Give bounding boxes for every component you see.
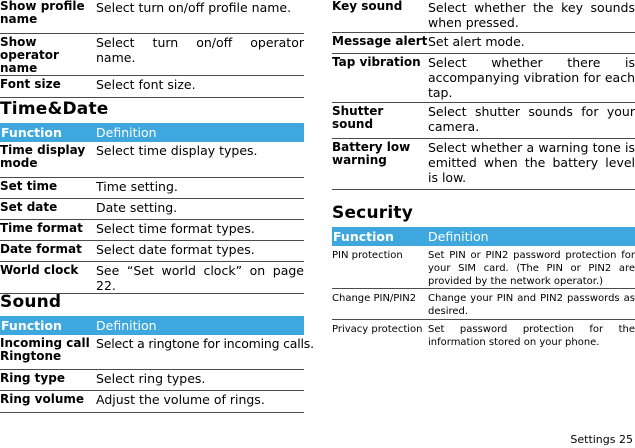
time-date-table xyxy=(0,123,304,294)
term-cell: Set time xyxy=(0,177,96,198)
security-table xyxy=(332,227,635,352)
table-row xyxy=(0,198,304,219)
term-cell: Message alert xyxy=(332,32,428,53)
term-cell: Time display mode xyxy=(0,142,96,177)
term-cell: Font size xyxy=(0,75,96,97)
term-cell: Incoming call Ringtone xyxy=(0,335,96,369)
table-row xyxy=(0,75,304,97)
section-heading-security: Security xyxy=(332,203,413,223)
definition-cell: Select shutter sounds for your camera. xyxy=(428,102,635,138)
term-cell: Shutter sound xyxy=(332,102,428,138)
page-number: 25 xyxy=(619,433,633,446)
section-heading-sound: Sound xyxy=(0,292,62,312)
table-row xyxy=(332,53,635,102)
column-header-function: Function xyxy=(0,123,96,142)
term-cell: Tap vibration xyxy=(332,53,428,102)
term-cell: Key sound xyxy=(332,0,428,32)
term-cell: Time format xyxy=(0,219,96,240)
definition-cell: Set alert mode. xyxy=(428,32,635,53)
definition-cell: Date setting. xyxy=(96,198,304,219)
section-heading-time-date: Time&Date xyxy=(0,99,109,119)
table-row xyxy=(0,390,304,412)
table-row xyxy=(0,219,304,240)
term-cell: Change PIN/PIN2 xyxy=(332,289,428,320)
definition-cell: Adjust the volume of rings. xyxy=(96,390,304,412)
table-row xyxy=(0,0,304,33)
table-header xyxy=(332,227,635,246)
table-row xyxy=(0,261,304,293)
table-row xyxy=(332,0,635,32)
definition-cell: Select whether a warning tone is emitted when the battery level is low. xyxy=(428,138,635,189)
column-header-function: Function xyxy=(332,227,428,246)
term-cell: Privacy protection xyxy=(332,324,423,335)
table-row xyxy=(0,177,304,198)
term-cell: Show profile name xyxy=(0,0,96,33)
table-row xyxy=(332,289,635,320)
term-cell: Ring type xyxy=(0,369,96,390)
definition-cell: Select whether the key sounds when pressed. xyxy=(428,0,635,30)
definition-cell: Select turn on/off profile name. xyxy=(96,0,304,33)
term-cell: Ring volume xyxy=(0,390,96,412)
definition-cell: See “Set world clock” on page 22. xyxy=(96,262,304,293)
table-row xyxy=(0,335,304,369)
definition-cell: Select time format types. xyxy=(96,219,304,240)
table-row xyxy=(0,142,304,177)
sound-table xyxy=(0,316,314,413)
definition-cell: Select date format types. xyxy=(96,240,304,261)
footer-section-name: Settings xyxy=(570,433,616,446)
term-cell: Battery low warning xyxy=(332,138,428,189)
definition-cell: Select a ringtone for incoming calls. xyxy=(96,335,304,369)
definition-cell: Set PIN or PIN2 password protection for your SIM card. (The PIN or PIN2 are provided by the network operator.) xyxy=(428,246,635,289)
table-row xyxy=(332,138,635,189)
column-header-function: Function xyxy=(0,316,96,335)
table-row xyxy=(0,33,304,75)
table-row xyxy=(332,320,635,352)
right-top-table xyxy=(332,0,635,190)
definition-cell: Select font size. xyxy=(96,75,304,97)
table-row xyxy=(0,369,304,390)
table-row xyxy=(332,246,635,289)
table-row xyxy=(332,102,635,138)
table-header xyxy=(0,123,304,142)
term-cell: Show operator name xyxy=(0,33,96,75)
table-row xyxy=(332,32,635,53)
definition-cell: Select time display types. xyxy=(96,142,304,177)
table-row xyxy=(0,240,304,261)
term-cell: World clock xyxy=(0,261,96,293)
definition-cell: Select turn on/off operator name. xyxy=(96,33,304,75)
page-footer xyxy=(570,433,633,446)
term-cell: Date format xyxy=(0,240,96,261)
table-header xyxy=(0,316,304,335)
term-cell: PIN protection xyxy=(332,246,428,289)
definition-cell: Select ring types. xyxy=(96,369,304,390)
definition-cell: Change your PIN and PIN2 passwords as desired. xyxy=(428,289,635,320)
column-header-definition: Definition xyxy=(96,316,304,335)
definition-cell: Time setting. xyxy=(96,177,304,198)
left-top-table xyxy=(0,0,304,98)
definition-cell: Select whether there is accompanying vibration for each tap. xyxy=(428,53,635,102)
column-header-definition: Definition xyxy=(428,227,635,246)
term-cell: Set date xyxy=(0,198,96,219)
column-header-definition: Definition xyxy=(96,123,304,142)
definition-cell: Set password protection for the information stored on your phone. xyxy=(428,324,635,348)
